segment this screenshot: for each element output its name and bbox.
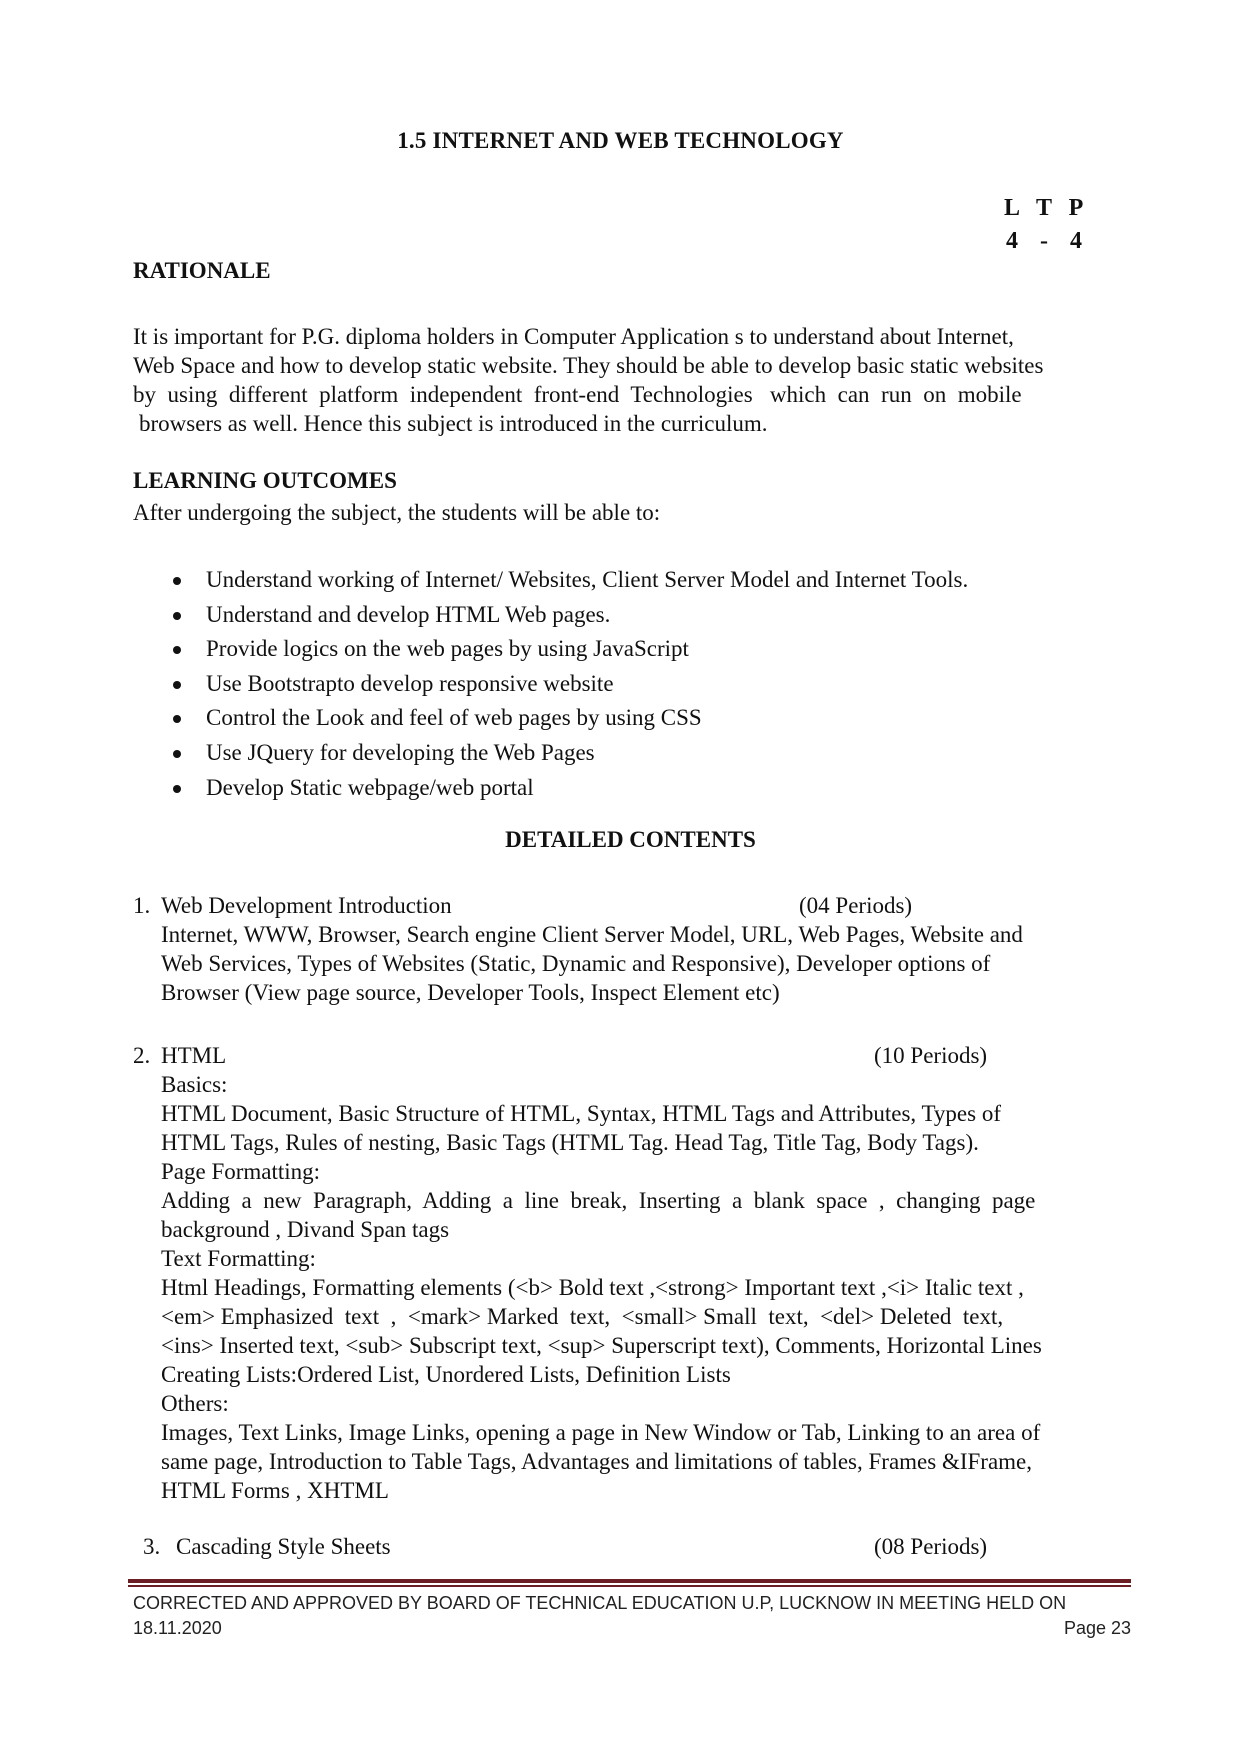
list-item-text: Use JQuery for developing the Web Pages	[206, 739, 595, 765]
list-item	[133, 565, 968, 600]
list-item-text: Develop Static webpage/web portal	[206, 774, 534, 800]
content-line: Browser (View page source, Developer Tools, Inspect Element etc)	[161, 980, 780, 1005]
list-item	[133, 634, 968, 669]
bullet-icon	[173, 750, 181, 758]
bullet-icon	[173, 715, 181, 723]
learning-outcomes-list	[133, 565, 968, 807]
bullet-icon	[173, 612, 181, 620]
section-periods: (08 Periods)	[874, 1534, 988, 1559]
ltp-value-p: 4	[1070, 228, 1082, 254]
rationale-line: by using different platform independent front-end Technologies which can run on mobile	[133, 382, 1022, 407]
section-number: 2.	[133, 1043, 151, 1068]
ltp-value-l: 4	[1006, 228, 1018, 254]
learning-outcomes-heading: LEARNING OUTCOMES	[133, 468, 397, 493]
rationale-heading: RATIONALE	[133, 258, 271, 283]
content-line: Page Formatting:	[161, 1159, 321, 1184]
footer-rule-thin	[128, 1585, 1131, 1587]
bullet-icon	[173, 681, 181, 689]
section-number: 1.	[133, 893, 151, 918]
detailed-contents-heading: DETAILED CONTENTS	[505, 827, 756, 852]
bullet-icon	[173, 577, 181, 585]
section-title: Cascading Style Sheets	[176, 1534, 391, 1559]
list-item	[133, 669, 968, 704]
section-html	[133, 1041, 1131, 1505]
content-line: Images, Text Links, Image Links, opening a page in New Window or Tab, Linking to an area of	[161, 1420, 1041, 1445]
content-line: <em> Emphasized text , <mark> Marked text, <small> Small text, <del> Deleted text,	[161, 1304, 1004, 1329]
footer-rule-thick	[128, 1579, 1131, 1583]
ltp-values	[996, 225, 1096, 258]
content-line: Html Headings, Formatting elements (<b> Bold text ,<strong> Important text ,<i> Italic text ,	[161, 1275, 1024, 1300]
content-line: <ins> Inserted text, <sub> Subscript text, <sup> Superscript text), Comments, Horizontal Lines	[161, 1333, 1042, 1358]
section-content	[133, 1070, 1131, 1505]
content-line: Web Services, Types of Websites (Static, Dynamic and Responsive), Developer options of	[161, 951, 991, 976]
section-number: 3.	[143, 1534, 161, 1559]
learning-outcomes-intro: After undergoing the subject, the students will be able to:	[133, 500, 661, 525]
page-title: 1.5 INTERNET AND WEB TECHNOLOGY	[397, 128, 844, 153]
content-line: Creating Lists:Ordered List, Unordered Lists, Definition Lists	[161, 1362, 731, 1387]
rationale-line: browsers as well. Hence this subject is introduced in the curriculum.	[139, 411, 768, 436]
section-periods: (04 Periods)	[799, 893, 913, 918]
section-title: HTML	[161, 1043, 227, 1068]
footer-date: 18.11.2020	[133, 1618, 222, 1638]
content-line: Others:	[161, 1391, 229, 1416]
footer-line: CORRECTED AND APPROVED BY BOARD OF TECHNICAL EDUCATION U.P, LUCKNOW IN MEETING HELD ON	[133, 1593, 1067, 1613]
content-line: Text Formatting:	[161, 1246, 316, 1271]
ltp-value-t: -	[1040, 228, 1048, 254]
list-item-text: Understand and develop HTML Web pages.	[206, 601, 611, 627]
content-line: same page, Introduction to Table Tags, Advantages and limitations of tables, Frames &IFrame,	[161, 1449, 1033, 1474]
ltp-header-t: T	[1035, 195, 1052, 221]
section-web-development	[133, 891, 1131, 1007]
ltp-block	[996, 192, 1096, 258]
section-css	[143, 1532, 1141, 1561]
list-item-text: Provide logics on the web pages by using JavaScript	[206, 636, 689, 662]
page-footer	[133, 1591, 1131, 1641]
section-content	[133, 920, 1131, 1007]
content-line: background , Divand Span tags	[161, 1217, 450, 1242]
list-item-text: Control the Look and feel of web pages by using CSS	[206, 705, 702, 731]
content-line: Basics:	[161, 1072, 228, 1097]
ltp-header-p: P	[1068, 195, 1084, 221]
list-item	[133, 703, 968, 738]
list-item-text: Use Bootstrapto develop responsive website	[206, 670, 614, 696]
rationale-line: It is important for P.G. diploma holders in Computer Application s to understand about Internet,	[133, 324, 1014, 349]
section-header	[133, 1041, 1131, 1070]
bullet-icon	[173, 646, 181, 654]
bullet-icon	[173, 785, 181, 793]
section-header	[133, 891, 1131, 920]
list-item	[133, 600, 968, 635]
content-line: HTML Forms , XHTML	[161, 1478, 389, 1503]
list-item-text: Understand working of Internet/ Websites, Client Server Model and Internet Tools.	[206, 567, 969, 592]
page-number: Page 23	[1063, 1618, 1131, 1638]
ltp-header-l: L	[1003, 195, 1020, 221]
content-line: HTML Document, Basic Structure of HTML, Syntax, HTML Tags and Attributes, Types of	[161, 1101, 1001, 1126]
section-periods: (10 Periods)	[874, 1043, 988, 1068]
rationale-line: Web Space and how to develop static website. They should be able to develop basic static websites	[133, 353, 1044, 378]
list-item	[133, 738, 968, 773]
section-header	[143, 1532, 1141, 1561]
content-line: HTML Tags, Rules of nesting, Basic Tags (HTML Tag. Head Tag, Title Tag, Body Tags).	[161, 1130, 979, 1155]
rationale-paragraph	[133, 322, 1131, 438]
section-title: Web Development Introduction	[161, 893, 452, 918]
content-line: Adding a new Paragraph, Adding a line break, Inserting a blank space , changing page	[161, 1188, 1036, 1213]
content-line: Internet, WWW, Browser, Search engine Client Server Model, URL, Web Pages, Website and	[161, 922, 1023, 947]
ltp-headers	[996, 192, 1096, 225]
list-item	[133, 773, 968, 808]
